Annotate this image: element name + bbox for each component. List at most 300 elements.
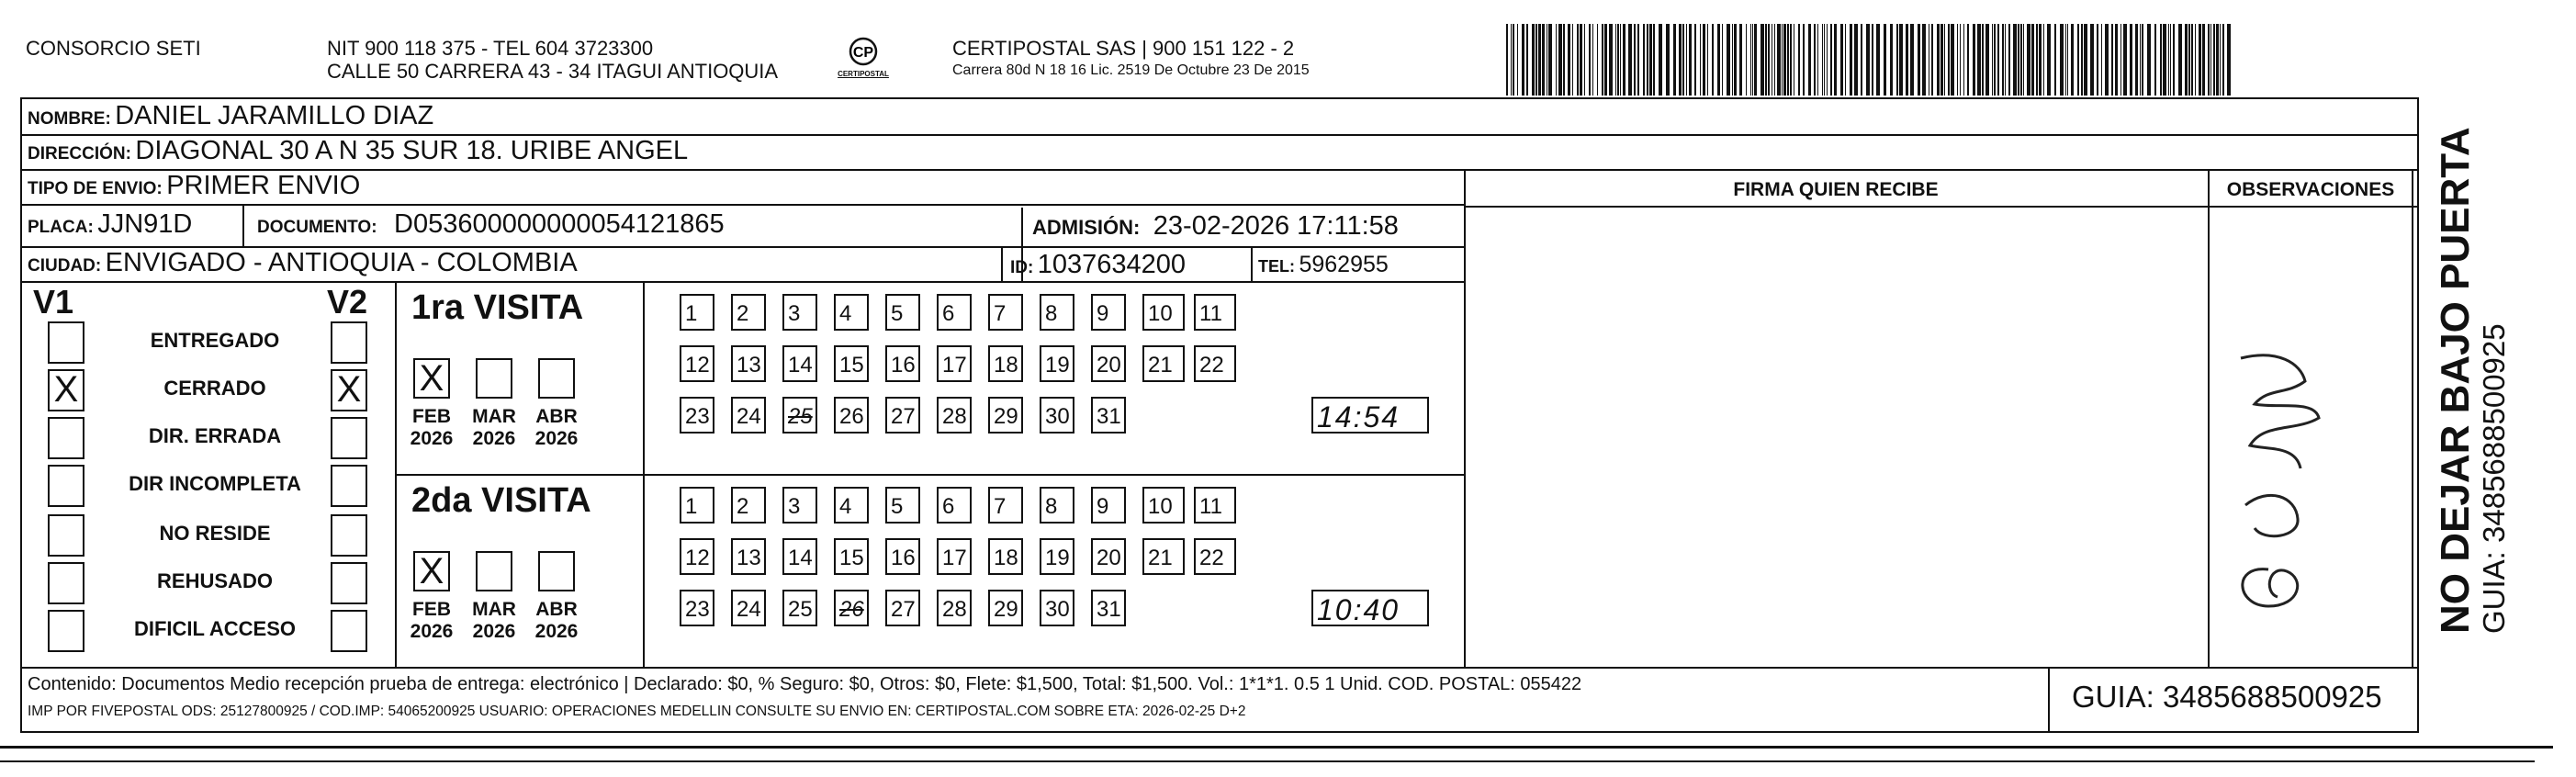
- barcode-bar: [2142, 24, 2143, 96]
- divider: [1464, 206, 2419, 208]
- barcode-bar: [2077, 24, 2079, 96]
- day-box[interactable]: 2: [731, 294, 766, 331]
- day-box[interactable]: 9: [1091, 487, 1126, 524]
- barcode-bar: [1944, 24, 1945, 96]
- barcode-bar: [1517, 24, 1518, 96]
- day-box[interactable]: 13: [731, 538, 766, 575]
- day-box[interactable]: 9: [1091, 294, 1126, 331]
- divider: [1001, 246, 1003, 281]
- barcode-bar: [1834, 24, 1837, 96]
- day-box[interactable]: 20: [1091, 538, 1126, 575]
- barcode-bar: [2097, 24, 2098, 96]
- v1-checkbox[interactable]: [48, 417, 84, 459]
- barcode-bar: [2123, 24, 2127, 96]
- day-box[interactable]: 26: [834, 397, 869, 434]
- visit-time[interactable]: 14:54: [1311, 397, 1429, 434]
- month-name: FEB: [412, 406, 451, 427]
- visit-title: 1ra VISITA: [411, 288, 584, 327]
- v1-checkbox[interactable]: X: [48, 369, 84, 411]
- status-label: DIR. ERRADA: [148, 424, 282, 447]
- barcode-bar: [2047, 24, 2051, 96]
- barcode-bar: [1609, 24, 1613, 96]
- month-year: 2026: [410, 621, 454, 642]
- barcode-bar: [1700, 24, 1701, 96]
- barcode-bar: [1824, 24, 1825, 96]
- barcode-bar: [1876, 24, 1880, 96]
- admision-row: [1032, 211, 1399, 242]
- day-box[interactable]: 7: [988, 487, 1023, 524]
- barcode-bar: [2054, 24, 2056, 96]
- barcode-bar: [2071, 24, 2074, 96]
- status-label: DIFICIL ACCESO: [133, 617, 296, 640]
- day-box[interactable]: 1: [680, 294, 714, 331]
- barcode-bar: [1768, 24, 1770, 96]
- barcode-bar: [2178, 24, 2182, 96]
- barcode-bar: [1960, 24, 1961, 96]
- barcode-bar: [1918, 24, 1920, 96]
- v2-checkbox[interactable]: [331, 417, 367, 459]
- status-label: DIR INCOMPLETA: [129, 472, 301, 495]
- v2-checkbox[interactable]: X: [331, 369, 367, 411]
- day-box[interactable]: 28: [937, 590, 972, 626]
- certipostal-line: CERTIPOSTAL SAS | 900 151 122 - 2: [952, 37, 1295, 60]
- barcode-bar: [1830, 24, 1832, 96]
- barcode-bar: [2018, 24, 2019, 96]
- barcode-bar: [1814, 24, 1816, 96]
- barcode-bar: [2222, 24, 2224, 96]
- day-box[interactable]: 21: [1142, 538, 1185, 575]
- day-box[interactable]: 17: [937, 345, 972, 382]
- day-box[interactable]: 19: [1040, 538, 1074, 575]
- divider: [20, 281, 1464, 283]
- barcode-bar: [1673, 24, 1676, 96]
- barcode-bar: [1992, 24, 1993, 96]
- day-box[interactable]: 6: [937, 487, 972, 524]
- barcode-bar: [2081, 24, 2083, 96]
- barcode-bar: [1617, 24, 1619, 96]
- barcode-bar: [2147, 24, 2151, 96]
- barcode-bar: [1787, 24, 1789, 96]
- barcode-bar: [1717, 24, 1720, 96]
- barcode-bar: [1967, 24, 1969, 96]
- tel-row: [1258, 252, 1389, 278]
- day-box[interactable]: 8: [1040, 294, 1074, 331]
- barcode-bar: [2154, 24, 2156, 96]
- barcode-bar: [1572, 24, 1573, 96]
- day-box[interactable]: 5: [885, 294, 920, 331]
- v2-checkbox[interactable]: [331, 465, 367, 507]
- barcode-bar: [2208, 24, 2210, 96]
- barcode-bar: [1556, 24, 1557, 96]
- day-box[interactable]: 26: [834, 590, 869, 626]
- barcode-bar: [2210, 24, 2211, 96]
- divider: [2208, 169, 2210, 667]
- barcode-bar: [1760, 24, 1764, 96]
- day-box[interactable]: 28: [937, 397, 972, 434]
- barcode-bar: [1734, 24, 1737, 96]
- barcode-bar: [2115, 24, 2118, 96]
- placa-row: [28, 209, 192, 240]
- barcode-bar: [1896, 24, 1898, 96]
- barcode-bar: [2160, 24, 2162, 96]
- day-box[interactable]: 2: [731, 487, 766, 524]
- divider: [1464, 169, 1466, 667]
- day-box[interactable]: 23: [680, 590, 714, 626]
- divider: [242, 204, 244, 246]
- barcode-bar: [1589, 24, 1591, 96]
- month-name: ABR: [535, 406, 578, 427]
- day-box[interactable]: 8: [1040, 487, 1074, 524]
- barcode-bar: [1798, 24, 1800, 96]
- day-box[interactable]: 14: [782, 538, 817, 575]
- ciudad-value: ENVIGADO - ANTIOQUIA - COLOMBIA: [105, 248, 578, 277]
- barcode-bar: [1584, 24, 1585, 96]
- day-box[interactable]: 7: [988, 294, 1023, 331]
- nombre-value: DANIEL JARAMILLO DIAZ: [115, 101, 434, 130]
- barcode-bar: [1522, 24, 1524, 96]
- v1-checkbox[interactable]: [48, 562, 84, 604]
- day-box[interactable]: 27: [885, 397, 920, 434]
- barcode-bar: [1931, 24, 1933, 96]
- certipostal-logo: [836, 35, 891, 86]
- barcode-bar: [1994, 24, 1996, 96]
- barcode-bar: [1765, 24, 1767, 96]
- day-box[interactable]: 6: [937, 294, 972, 331]
- divider: [20, 169, 2419, 171]
- month-name: MAR: [472, 406, 516, 427]
- day-box[interactable]: 15: [834, 538, 869, 575]
- bottom-rule: [0, 746, 2553, 749]
- direccion-label: DIRECCIÓN:: [28, 144, 131, 163]
- day-box[interactable]: 20: [1091, 345, 1126, 382]
- day-box[interactable]: 31: [1091, 590, 1126, 626]
- day-box[interactable]: 29: [988, 397, 1023, 434]
- status-label: NO RESIDE: [159, 522, 271, 545]
- v1-checkbox[interactable]: [48, 465, 84, 507]
- documento-row: [257, 209, 725, 240]
- barcode-bar: [1973, 24, 1975, 96]
- barcode-bar: [2039, 24, 2042, 96]
- month-checkbox[interactable]: [538, 551, 575, 591]
- barcode-bar: [1906, 24, 1908, 96]
- barcode-bar: [1649, 24, 1652, 96]
- barcode-bar: [1659, 24, 1662, 96]
- month-year: 2026: [534, 621, 579, 642]
- barcode-bar: [2101, 24, 2102, 96]
- id-row: [1010, 250, 1186, 280]
- barcode-bar: [1563, 24, 1565, 96]
- month-year: 2026: [534, 428, 579, 449]
- day-box[interactable]: 21: [1142, 345, 1185, 382]
- month-name: FEB: [412, 599, 451, 620]
- barcode-bar: [1817, 24, 1818, 96]
- id-label: ID:: [1010, 258, 1034, 277]
- barcode-bar: [1840, 24, 1843, 96]
- barcode-bar: [2188, 24, 2190, 96]
- barcode-bar: [2163, 24, 2166, 96]
- day-box[interactable]: 18: [988, 345, 1023, 382]
- day-box[interactable]: 25: [782, 590, 817, 626]
- day-box[interactable]: 23: [680, 397, 714, 434]
- barcode-bar: [1577, 24, 1579, 96]
- barcode-bar: [2067, 24, 2068, 96]
- status-label: REHUSADO: [157, 569, 273, 592]
- barcode-bar: [1643, 24, 1645, 96]
- barcode-bar: [1666, 24, 1670, 96]
- barcode-bar: [1884, 24, 1886, 96]
- barcode-bar: [1827, 24, 1828, 96]
- barcode-bar: [2065, 24, 2066, 96]
- admision-label: ADMISIÓN:: [1032, 216, 1141, 239]
- placa-value: JJN91D: [97, 209, 193, 239]
- barcode-bar: [1957, 24, 1958, 96]
- barcode-bar: [1682, 24, 1684, 96]
- barcode-bar: [1790, 24, 1792, 96]
- day-box[interactable]: 13: [731, 345, 766, 382]
- month-label: [404, 599, 459, 643]
- month-name: ABR: [535, 599, 578, 620]
- barcode-bar: [1861, 24, 1862, 96]
- visit-time[interactable]: 10:40: [1311, 590, 1429, 626]
- barcode-bar: [1746, 24, 1747, 96]
- footer-line-1: Contenido: Documentos Medio recepción prueba de entrega: electrónico | Declarado: $0, % Seguro: $0, Otros: $0, Flete: $1,500, Total: $1,500. Vol.: 1*1*1. 0.5 1 Unid. COD. POSTAL: 055422: [28, 674, 1582, 694]
- barcode-bar: [1890, 24, 1893, 96]
- barcode-bar: [2120, 24, 2121, 96]
- day-box[interactable]: 3: [782, 294, 817, 331]
- barcode-bar: [1872, 24, 1873, 96]
- barcode-bar: [2105, 24, 2109, 96]
- day-box[interactable]: 10: [1142, 294, 1185, 331]
- day-box[interactable]: 4: [834, 294, 869, 331]
- barcode-bar: [1963, 24, 1964, 96]
- bottom-rule: [0, 760, 2535, 762]
- day-box[interactable]: 24: [731, 590, 766, 626]
- v1-label: V1: [33, 283, 74, 321]
- day-box[interactable]: 11: [1194, 294, 1236, 331]
- barcode-bar: [1637, 24, 1639, 96]
- barcode-bar: [1634, 24, 1636, 96]
- day-box[interactable]: 31: [1091, 397, 1126, 434]
- month-checkbox[interactable]: [476, 358, 512, 399]
- svg-text:CP: CP: [852, 45, 874, 61]
- v1-checkbox[interactable]: [48, 514, 84, 557]
- documento-label: DOCUMENTO:: [257, 218, 377, 237]
- barcode-bar: [1623, 24, 1625, 96]
- month-year: 2026: [410, 428, 454, 449]
- barcode-bar: [2140, 24, 2141, 96]
- id-value: 1037634200: [1037, 250, 1187, 279]
- observaciones-header: OBSERVACIONES: [2226, 179, 2395, 200]
- month-name: MAR: [472, 599, 516, 620]
- day-box[interactable]: 14: [782, 345, 817, 382]
- month-checkbox[interactable]: X: [413, 358, 450, 399]
- barcode-bar: [1985, 24, 1989, 96]
- barcode-bar: [1628, 24, 1632, 96]
- day-box[interactable]: 27: [885, 590, 920, 626]
- day-box[interactable]: 16: [885, 538, 920, 575]
- visit-title: 2da VISITA: [411, 481, 591, 520]
- barcode-bar: [1948, 24, 1950, 96]
- handwritten-observation-icon: [2213, 331, 2342, 634]
- day-box[interactable]: 5: [885, 487, 920, 524]
- barcode: [1506, 24, 2241, 96]
- barcode-bar: [1592, 24, 1593, 96]
- admision-value: 23-02-2026 17:11:58: [1153, 211, 1399, 241]
- barcode-bar: [1712, 24, 1714, 96]
- barcode-bar: [2013, 24, 2017, 96]
- barcode-bar: [1997, 24, 1999, 96]
- barcode-bar: [1604, 24, 1607, 96]
- barcode-bar: [1689, 24, 1692, 96]
- month-year: 2026: [472, 621, 516, 642]
- day-box[interactable]: 22: [1194, 345, 1236, 382]
- v1-checkbox[interactable]: [48, 321, 84, 364]
- barcode-bar: [1722, 24, 1723, 96]
- day-box[interactable]: 15: [834, 345, 869, 382]
- barcode-bar: [2130, 24, 2132, 96]
- ciudad-row: [28, 248, 578, 278]
- barcode-bar: [1679, 24, 1682, 96]
- barcode-bar: [1542, 24, 1545, 96]
- barcode-bar: [1538, 24, 1541, 96]
- barcode-bar: [2227, 24, 2231, 96]
- barcode-bar: [2090, 24, 2094, 96]
- nombre-label: NOMBRE:: [28, 109, 111, 129]
- status-label: ENTREGADO: [150, 329, 280, 352]
- day-box[interactable]: 12: [680, 345, 714, 382]
- v2-label: V2: [327, 283, 368, 321]
- barcode-bar: [1526, 24, 1528, 96]
- barcode-bar: [1511, 24, 1512, 96]
- day-box[interactable]: 10: [1142, 487, 1185, 524]
- barcode-bar: [2002, 24, 2004, 96]
- day-box[interactable]: 29: [988, 590, 1023, 626]
- day-box[interactable]: 25: [782, 397, 817, 434]
- barcode-bar: [2220, 24, 2221, 96]
- barcode-bar: [1937, 24, 1940, 96]
- barcode-bar: [1808, 24, 1811, 96]
- day-box[interactable]: 18: [988, 538, 1023, 575]
- day-box[interactable]: 22: [1194, 538, 1236, 575]
- barcode-bar: [1548, 24, 1552, 96]
- barcode-bar: [2060, 24, 2064, 96]
- day-box[interactable]: 16: [885, 345, 920, 382]
- barcode-bar: [2031, 24, 2034, 96]
- month-label: [529, 406, 584, 450]
- month-checkbox[interactable]: [476, 551, 512, 591]
- divider: [1251, 246, 1253, 281]
- month-label: [529, 599, 584, 643]
- barcode-bar: [1922, 24, 1926, 96]
- firma-header: FIRMA QUIEN RECIBE: [1733, 179, 1939, 200]
- v1-checkbox[interactable]: [48, 610, 84, 652]
- barcode-bar: [1532, 24, 1535, 96]
- barcode-bar: [1850, 24, 1852, 96]
- barcode-bar: [2173, 24, 2175, 96]
- barcode-bar: [1951, 24, 1954, 96]
- signature-area[interactable]: [1469, 209, 2202, 663]
- tipo-value: PRIMER ENVIO: [166, 171, 361, 200]
- certipostal-logo-icon: [836, 35, 891, 86]
- month-year: 2026: [472, 428, 516, 449]
- v2-checkbox[interactable]: [331, 514, 367, 557]
- barcode-bar: [1910, 24, 1914, 96]
- month-label: [467, 599, 522, 643]
- v2-checkbox[interactable]: [331, 562, 367, 604]
- tel-label: TEL:: [1258, 257, 1295, 276]
- barcode-bar: [2005, 24, 2006, 96]
- day-box[interactable]: 17: [937, 538, 972, 575]
- barcode-bar: [1940, 24, 1943, 96]
- address-line: CALLE 50 CARRERA 43 - 34 ITAGUI ANTIOQUIA: [327, 60, 779, 83]
- day-box[interactable]: 19: [1040, 345, 1074, 382]
- divider: [395, 474, 643, 476]
- day-box[interactable]: 12: [680, 538, 714, 575]
- v2-checkbox[interactable]: [331, 321, 367, 364]
- day-box[interactable]: 3: [782, 487, 817, 524]
- company-name: CONSORCIO SETI: [26, 37, 201, 60]
- barcode-bar: [2084, 24, 2087, 96]
- direccion-row: [28, 136, 688, 166]
- barcode-bar: [1822, 24, 1823, 96]
- barcode-bar: [1694, 24, 1696, 96]
- barcode-bar: [2195, 24, 2196, 96]
- day-box[interactable]: 24: [731, 397, 766, 434]
- day-box[interactable]: 30: [1040, 590, 1074, 626]
- barcode-bar: [1899, 24, 1903, 96]
- barcode-bar: [2185, 24, 2188, 96]
- barcode-bar: [1513, 24, 1514, 96]
- barcode-bar: [2202, 24, 2205, 96]
- barcode-bar: [1653, 24, 1655, 96]
- barcode-bar: [1506, 24, 1508, 96]
- day-box[interactable]: 30: [1040, 397, 1074, 434]
- divider: [20, 204, 1464, 206]
- day-box[interactable]: 1: [680, 487, 714, 524]
- barcode-bar: [1615, 24, 1616, 96]
- barcode-bar: [1558, 24, 1562, 96]
- barcode-bar: [1803, 24, 1805, 96]
- nombre-row: [28, 101, 433, 131]
- barcode-bar: [1750, 24, 1751, 96]
- documento-value: D053600000000054121865: [394, 209, 725, 239]
- barcode-bar: [1535, 24, 1537, 96]
- barcode-bar: [1568, 24, 1570, 96]
- barcode-bar: [1739, 24, 1742, 96]
- barcode-bar: [1647, 24, 1648, 96]
- day-box[interactable]: 4: [834, 487, 869, 524]
- barcode-bar: [2213, 24, 2215, 96]
- barcode-bar: [1597, 24, 1598, 96]
- barcode-bar: [1703, 24, 1705, 96]
- barcode-bar: [1620, 24, 1621, 96]
- direccion-value: DIAGONAL 30 A N 35 SUR 18. URIBE ANGEL: [135, 136, 689, 165]
- logo-text: CERTIPOSTAL: [838, 70, 889, 78]
- barcode-bar: [1580, 24, 1582, 96]
- barcode-bar: [2008, 24, 2010, 96]
- barcode-bar: [1754, 24, 1757, 96]
- barcode-bar: [1845, 24, 1846, 96]
- side-text: [2434, 127, 2511, 634]
- barcode-bar: [2199, 24, 2201, 96]
- placa-label: PLACA:: [28, 218, 94, 237]
- day-box[interactable]: 11: [1194, 487, 1236, 524]
- barcode-bar: [1752, 24, 1753, 96]
- month-checkbox[interactable]: X: [413, 551, 450, 591]
- v2-checkbox[interactable]: [331, 610, 367, 652]
- barcode-bar: [2020, 24, 2022, 96]
- month-checkbox[interactable]: [538, 358, 575, 399]
